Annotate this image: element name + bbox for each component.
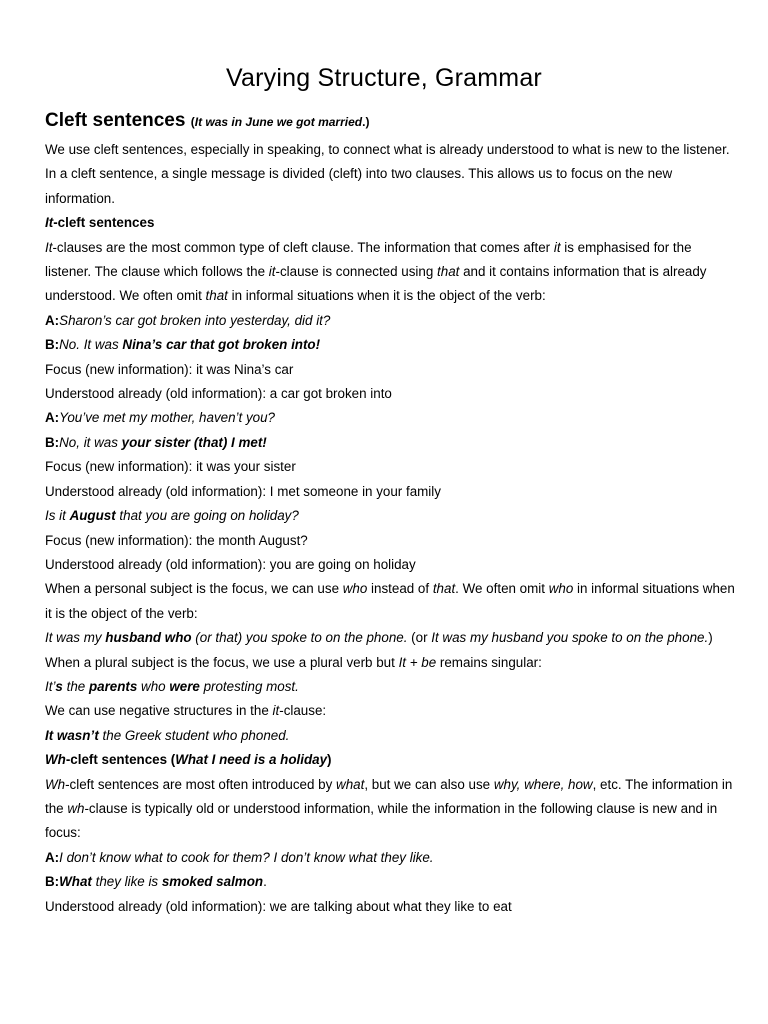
subheading-it-cleft: It-cleft sentences bbox=[45, 215, 155, 231]
example-1-understood: Understood already (old information): a car got broken into bbox=[45, 386, 392, 402]
document-body bbox=[45, 106, 735, 919]
example-1-focus: Focus (new information): it was Nina’s car bbox=[45, 361, 294, 377]
example-2-focus: Focus (new information): it was your sister bbox=[45, 459, 296, 475]
wh-example-understood: Understood already (old information): we are talking about what they like to eat bbox=[45, 898, 512, 914]
wh-cleft-intro-paragraph: Wh-cleft sentences are most often introduced by what, but we can also use why, where, how, etc. The information in the wh-clause is typically old or understood information, while the information in the following clause is new and in focus: bbox=[45, 776, 733, 841]
example-1-speaker-b: B:No. It was Nina’s car that got broken into! bbox=[45, 337, 321, 353]
greek-student-example: It wasn’t the Greek student who phoned. bbox=[45, 727, 290, 743]
it-cleft-intro-paragraph: It-clauses are the most common type of cleft clause. The information that comes after it is emphasised for the listener. The clause which follows the it-clause is connected using that and it contains information that is already understood. We often omit that in informal situations when it is the object of the verb: bbox=[45, 239, 707, 304]
negative-structures-paragraph: We can use negative structures in the it-clause: bbox=[45, 703, 327, 719]
example-2-speaker-b: B:No, it was your sister (that) I met! bbox=[45, 434, 267, 450]
example-2-understood: Understood already (old information): I met someone in your family bbox=[45, 483, 441, 499]
wh-example-speaker-b: B:What they like is smoked salmon. bbox=[45, 874, 267, 890]
example-3-understood: Understood already (old information): you are going on holiday bbox=[45, 556, 416, 572]
example-3-question: Is it August that you are going on holiday? bbox=[45, 508, 299, 524]
husband-example: It was my husband who (or that) you spoke to on the phone. (or It was my husband you spoke to on the phone.) bbox=[45, 630, 713, 646]
example-2-speaker-a: A:You’ve met my mother, haven’t you? bbox=[45, 410, 275, 426]
example-3-focus: Focus (new information): the month August? bbox=[45, 532, 308, 548]
section-heading-cleft: Cleft sentences (It was in June we got married.) bbox=[45, 110, 370, 131]
plural-subject-paragraph: When a plural subject is the focus, we use a plural verb but It + be remains singular: bbox=[45, 654, 542, 670]
cleft-intro-paragraph: We use cleft sentences, especially in speaking, to connect what is already understood to what is new to the listener. In a cleft sentence, a single message is divided (cleft) into two clauses. This allows us to focus on the new information. bbox=[45, 142, 730, 206]
wh-example-speaker-a: A:I don’t know what to cook for them? I don’t know what they like. bbox=[45, 849, 434, 865]
parents-example: It’s the parents who were protesting most. bbox=[45, 678, 299, 694]
personal-subject-paragraph: When a personal subject is the focus, we can use who instead of that. We often omit who in informal situations when it is the object of the verb: bbox=[45, 581, 735, 621]
example-1-speaker-a: A:Sharon’s car got broken into yesterday, did it? bbox=[45, 312, 331, 328]
page-title: Varying Structure, Grammar bbox=[226, 64, 542, 92]
subheading-wh-cleft: Wh-cleft sentences (What I need is a holiday) bbox=[45, 752, 332, 768]
